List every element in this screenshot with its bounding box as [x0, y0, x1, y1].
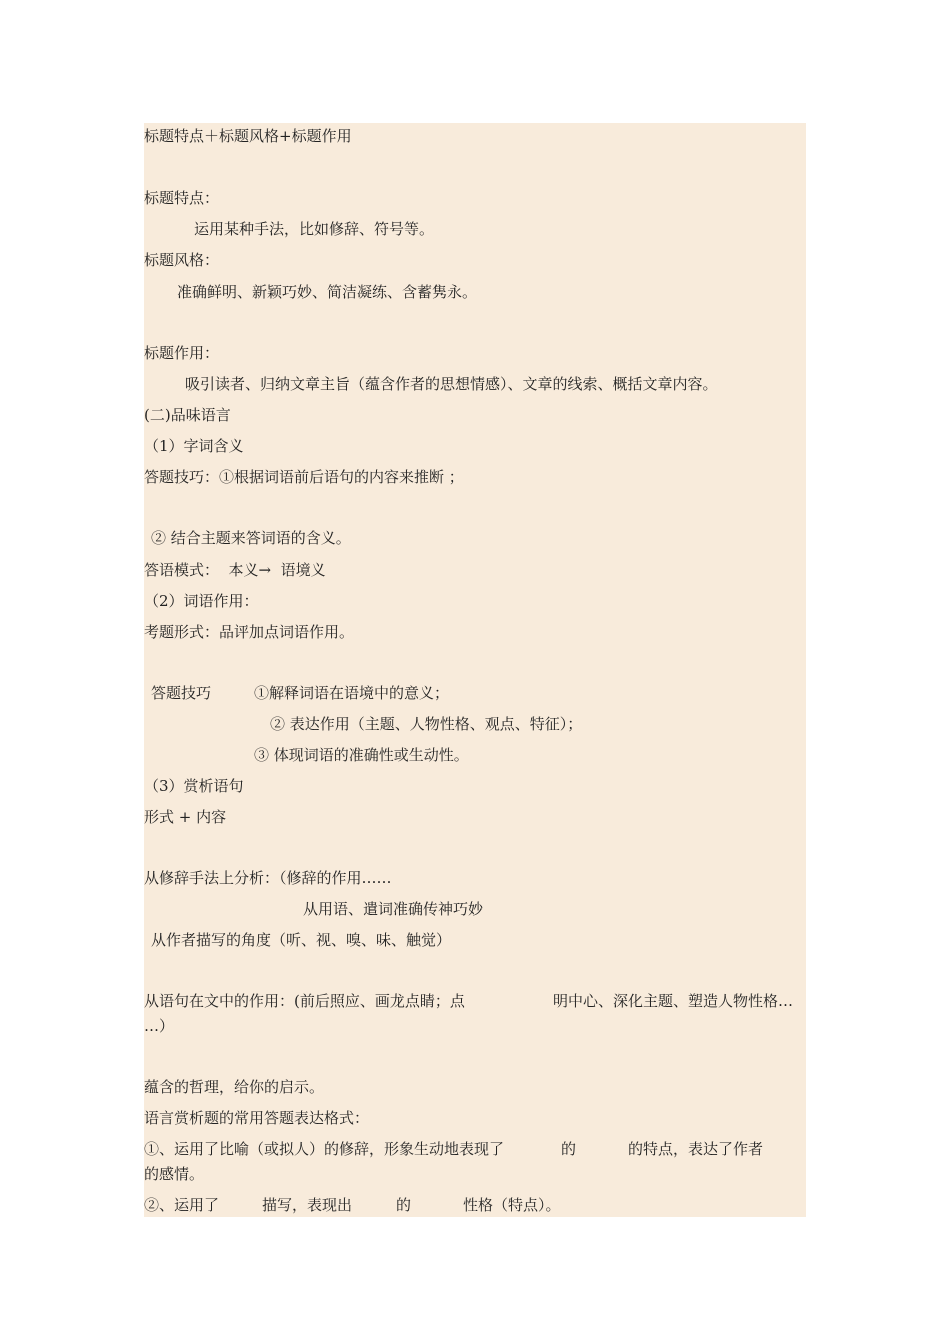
- text-line: 蕴含的哲理，给你的启示。: [144, 1078, 325, 1096]
- text-line: 明中心、深化主题、塑造人物性格…: [553, 992, 794, 1010]
- text-line: 从修辞手法上分析：（修辞的作用……: [144, 869, 392, 887]
- text-line: 语言赏析题的常用答题表达格式：: [144, 1109, 370, 1127]
- subsection-heading: （1）字词含义: [144, 437, 244, 455]
- text-line: 答题技巧：①根据词语前后语句的内容来推断 ；: [144, 468, 464, 486]
- text-line: 从语句在文中的作用：(前后照应、画龙点睛；点: [144, 992, 465, 1010]
- template-line: 性格（特点）。: [463, 1196, 561, 1214]
- heading-title-formula: 标题特点＋标题风格+标题作用: [144, 127, 352, 145]
- label-answer-tips: 答题技巧: [151, 684, 212, 702]
- text-line: ③ 体现词语的准确性或生动性。: [254, 746, 469, 764]
- text-line: 准确鲜明、新颖巧妙、简洁凝练、含蓄隽永。: [177, 283, 478, 301]
- text-line: 从用语、遣词准确传神巧妙: [303, 900, 484, 918]
- subsection-heading: （3）赏析语句: [144, 777, 244, 795]
- template-line: 描写，表现出: [262, 1196, 353, 1214]
- subsection-heading: （2）词语作用：: [144, 592, 259, 610]
- text-line: ② 结合主题来答词语的含义。: [151, 529, 351, 547]
- template-line: ①、运用了比喻（或拟人）的修辞，形象生动地表现了: [144, 1140, 505, 1158]
- template-line: 的特点，表达了作者: [628, 1140, 764, 1158]
- text-line: 运用某种手法，比如修辞、符号等。: [194, 220, 435, 238]
- text-line: …）: [144, 1017, 175, 1035]
- section-heading: (二)品味语言: [144, 406, 231, 424]
- template-line: 的: [561, 1140, 577, 1158]
- text-line: 答语模式： 本义→ 语境义: [144, 561, 326, 579]
- template-line: 的: [396, 1196, 412, 1214]
- text-line: 考题形式：品评加点词语作用。: [144, 623, 355, 641]
- text-line: 形式 + 内容: [144, 808, 227, 826]
- heading-title-features: 标题特点：: [144, 189, 220, 207]
- text-line: 从作者描写的角度（听、视、嗅、味、触觉）: [151, 931, 452, 949]
- text-line: ② 表达作用（主题、人物性格、观点、特征）；: [270, 715, 583, 733]
- text-line: 吸引读者、归纳文章主旨（蕴含作者的思想情感）、文章的线索、概括文章内容。: [185, 375, 718, 393]
- text-line: ①解释词语在语境中的意义；: [254, 684, 450, 702]
- heading-title-style: 标题风格：: [144, 251, 220, 269]
- heading-title-function: 标题作用：: [144, 344, 220, 362]
- template-line: 的感情。: [144, 1165, 205, 1183]
- template-line: ②、运用了: [144, 1196, 220, 1214]
